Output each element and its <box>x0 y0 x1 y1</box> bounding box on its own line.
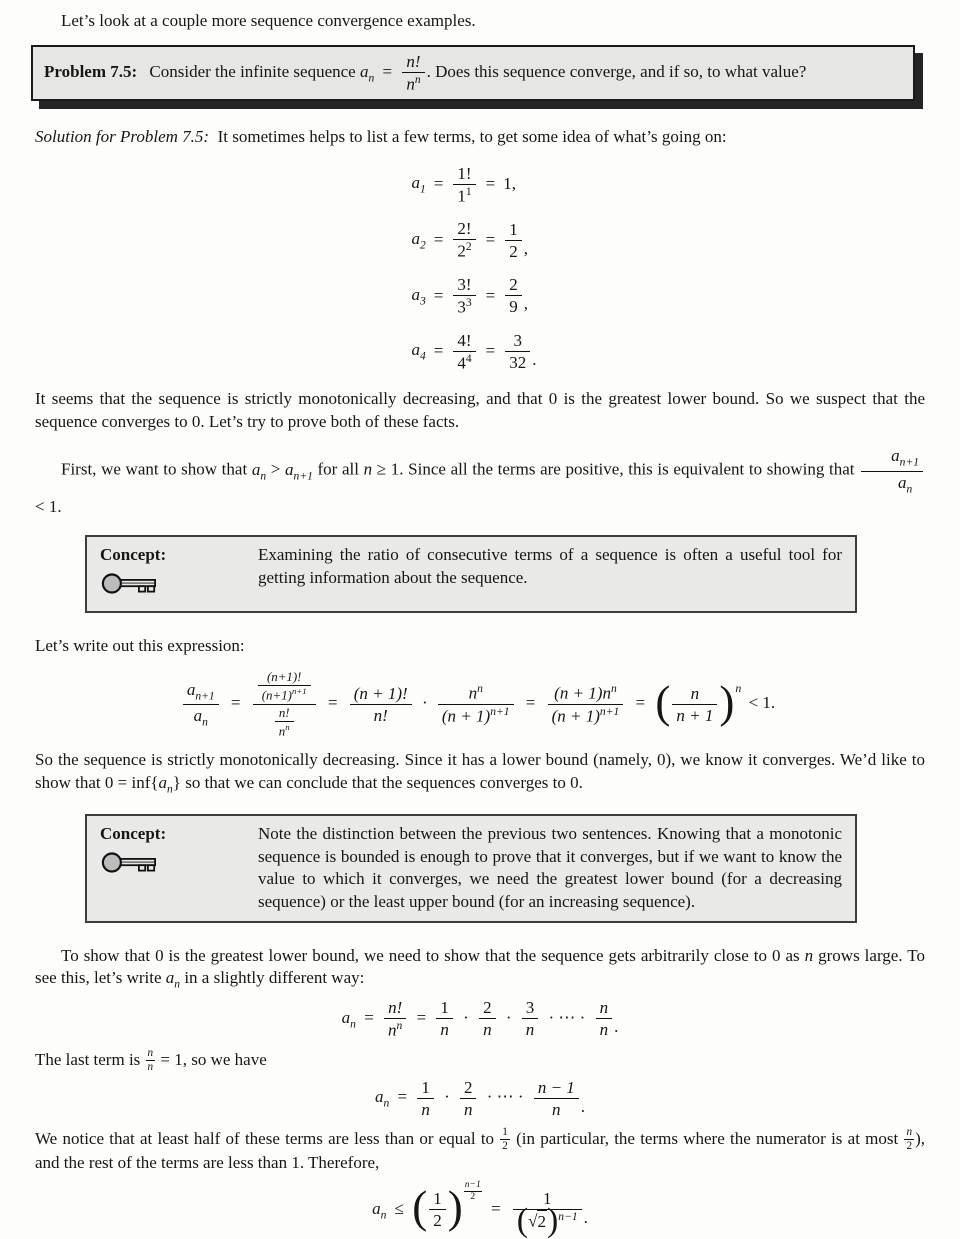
fraction: $\frac{1!}{1^1}$ <box>453 164 475 206</box>
power-fraction: $\frac{n^n}{(n + 1)^{n+1}}$ <box>438 683 514 725</box>
multiplication-dot: · <box>463 1007 469 1027</box>
equation-term-2: $a_2$ = $\frac{2!}{2^2}$ = $\frac{1}{2}$ , <box>408 212 541 268</box>
concept-label: Concept: <box>100 824 167 844</box>
equals-sign: = <box>635 693 646 713</box>
fraction: $\frac{1}{n}$ <box>417 1078 434 1119</box>
less-than-one: < 1. <box>748 693 776 713</box>
equals-sign: = <box>485 174 496 194</box>
intro-paragraph <box>35 10 925 32</box>
var-a-n: $a_n$ <box>359 62 375 85</box>
multiplication-dot: · <box>444 1087 450 1107</box>
n-over-2-small-fraction: $\frac{n}{2}$ <box>906 1125 913 1152</box>
equals-sign: = <box>397 1087 408 1107</box>
result-fraction: $\frac{3}{32}$ <box>505 331 530 372</box>
concept-text: Examining the ratio of consecutive terms of a sequence is often a useful tool for getting information about the sequence. <box>258 545 842 587</box>
key-icon <box>100 849 158 876</box>
problem-box <box>31 45 915 101</box>
paragraph-conclusion: So the sequence is strictly monotonically decreasing. Since it has a lower bound (namely, 0), we know it converges. We’d like to show that $0 = inf\{a_n\}$ so that we can conclude that the sequences converges to 0. <box>35 750 925 796</box>
nested-fraction: $\frac{\frac{(n+1)!}{(n+1)^{n+1}}}{\frac{n!}{n^n}}$ <box>253 670 316 739</box>
fraction: $\frac{4!}{4^4}$ <box>453 331 475 373</box>
big-paren-open: ( <box>412 1182 428 1233</box>
problem-text-before: Consider the infinite sequence <box>149 62 356 82</box>
result-fraction: $\frac{1}{2}$ <box>505 220 522 261</box>
concept-box-1 <box>85 535 857 613</box>
big-paren-close: ) <box>546 1201 559 1239</box>
equation-expansion-2: $a_n$ = $\frac{1}{n}$ · $\frac{2}{n}$ · ⋯ · $\frac{n - 1}{n}$ . <box>374 1077 586 1119</box>
fraction: $\frac{n}{n}$ <box>596 998 613 1039</box>
last-term-line: The last term is $\frac{n}{n}$ = 1, so we have <box>35 1046 267 1073</box>
exponent-n-minus-1: n−1 <box>558 1209 578 1223</box>
intro-text: Let’s look at a couple more sequence convergence examples. <box>61 11 476 30</box>
one-half-fraction: $\frac{1}{2}$ <box>429 1189 446 1230</box>
exponent-n: n <box>735 681 742 696</box>
center-dots: · ⋯ · <box>486 1087 524 1107</box>
paragraph-monotonic: It seems that the sequence is strictly monotonically decreasing, and that 0 is the greatest lower bound. So we suspect that the sequence converges to 0. Let’s try to prove both of these facts. <box>35 389 925 431</box>
fraction: $\frac{2!}{2^2}$ <box>453 219 475 261</box>
var-a-n: $a_n$ <box>341 1007 356 1031</box>
paragraph-lower-bound: To show that 0 is the greatest lower bound, we need to show that the sequence gets arbitrarily close to 0 as n grows large. To see this, let’s write $a_n$ in a slightly different way: <box>35 946 925 991</box>
big-paren-close: ) <box>719 676 735 727</box>
equals-sign: = <box>525 693 536 713</box>
multiplication-dot: · <box>505 1007 512 1027</box>
result-fraction: $\frac{2}{9}$ <box>505 275 522 316</box>
n-over-n-plus-1: $\frac{n}{n + 1}$ <box>672 684 717 725</box>
concept-label: Concept: <box>100 545 167 565</box>
problem-text-after: . Does this sequence converge, and if so, to what value? <box>426 62 807 82</box>
var-a-n: $a_n$ <box>158 772 173 796</box>
equation-final: $a_n$ ≤ ( $\frac{1}{2}$ ) $\frac{n-1}{2}$ = $\frac{1}{(√2)^{n-1}}$ . <box>372 1180 588 1239</box>
term-result: 1, <box>503 174 516 194</box>
square-root: √2 <box>528 1211 546 1231</box>
equals-sign: = <box>433 229 444 249</box>
big-paren-open: ( <box>516 1201 529 1239</box>
equals-sign: = <box>327 693 338 713</box>
fraction: $\frac{n!}{n^n}$ <box>384 998 406 1040</box>
paragraph-half-terms: We notice that at least half of these terms are less than or equal to $\frac{1}{2}$ (in particular, the terms where the numerator is at most $\frac{n}{2}$ ), and the rest of the terms are less than 1. Therefore, <box>35 1125 925 1173</box>
center-dots: · ⋯ · <box>548 1007 586 1027</box>
solution-label: Solution for Problem 7.5: <box>35 127 210 147</box>
exponent-fraction: $\frac{n-1}{2}$ <box>464 1180 481 1202</box>
lhs-ratio: $\frac{a_{n+1}}{a_n}$ <box>183 680 219 730</box>
equals-sign: = <box>433 174 444 194</box>
fraction: $\frac{2}{n}$ <box>479 998 496 1039</box>
fraction: $\frac{n - 1}{n}$ <box>534 1078 579 1119</box>
fraction-n-factorial-over-n-pow-n: $\frac{n!}{n^n}$ <box>402 52 424 94</box>
result-fraction: $\frac{1}{(√2)^{n-1}}$ <box>513 1189 582 1231</box>
equation-expansion: $a_n$ = $\frac{n!}{n^n}$ = $\frac{1}{n}$ · $\frac{2}{n}$ · $\frac{3}{n}$ · ⋯ · $\frac{n}{n}$ . <box>341 998 619 1040</box>
n-over-n-small-fraction: $\frac{n}{n}$ <box>147 1046 154 1073</box>
solution-text: It sometimes helps to list a few terms, to get some idea of what’s going on: <box>217 127 727 147</box>
solution-paragraph <box>35 126 925 148</box>
var-a-n: $a_n$ <box>251 460 267 483</box>
fraction: $\frac{3!}{3^3}$ <box>453 275 475 317</box>
big-paren-open: ( <box>655 676 671 727</box>
concept-text: Note the distinction between the previous two sentences. Knowing that a monotonic sequence is bounded is enough to prove that it converges, but if we want to know the value to which it converges, we need the greatest lower bound (for a decreasing sequence) or the least upper bound (for an increasing sequence). <box>258 824 842 911</box>
var-a-n: $a_n$ <box>165 968 181 991</box>
equation-terms <box>408 157 541 380</box>
equals-sign: = <box>230 693 241 713</box>
equals-sign: = <box>485 229 496 249</box>
big-paren-close: ) <box>447 1182 463 1233</box>
equals-sign: = <box>490 1198 501 1218</box>
equation-term-1: $a_1$ = $\frac{1!}{1^1}$ = 1, <box>408 157 541 213</box>
equals-sign: = <box>485 341 496 361</box>
less-equal-sign: ≤ <box>394 1198 404 1218</box>
lets-write-line: Let’s write out this expression: <box>35 636 245 656</box>
fraction: $\frac{1}{n}$ <box>436 998 453 1039</box>
equals-sign: = <box>433 285 444 305</box>
equals-sign: = <box>382 62 393 82</box>
problem-label: Problem 7.5: <box>44 62 138 82</box>
var-a-n-plus-1: $a_{n+1}$ <box>285 460 313 483</box>
combined-fraction: $\frac{(n + 1)n^n}{(n + 1)^{n+1}}$ <box>548 683 624 725</box>
equals-sign: = <box>485 285 496 305</box>
equals-sign: = <box>364 1007 374 1027</box>
var-n: n <box>804 946 814 966</box>
var-a-n: $a_n$ <box>372 1198 387 1222</box>
equation-ratio <box>35 670 925 739</box>
var-a-n: $a_n$ <box>374 1087 390 1110</box>
equation-term-3: $a_3$ = $\frac{3!}{3^3}$ = $\frac{2}{9}$ , <box>408 268 541 324</box>
fraction: $\frac{3}{n}$ <box>522 998 539 1039</box>
paragraph-ratio-setup: First, we want to show that $a_n > a_{n+1}$ for all n ≥ 1. Since all the terms are positive, this is equivalent to showing that $\frac{a_{n+1}}{a_n}$ < 1. <box>35 446 925 518</box>
multiplication-dot: · <box>421 693 428 713</box>
equation-term-4: $a_4$ = $\frac{4!}{4^4}$ = $\frac{3}{32}$ . <box>408 324 541 380</box>
concept-box-2 <box>85 814 857 923</box>
var-n: n <box>363 460 373 480</box>
ratio-fraction: $\frac{a_{n+1}}{a_n}$ <box>861 446 923 496</box>
key-icon <box>100 570 158 597</box>
equals-sign: = <box>416 1007 427 1027</box>
one-half-small-fraction: $\frac{1}{2}$ <box>502 1125 508 1152</box>
factorial-fraction: $\frac{(n + 1)!}{n!}$ <box>350 684 412 725</box>
fraction: $\frac{2}{n}$ <box>460 1078 477 1119</box>
equals-sign: = <box>433 341 444 361</box>
